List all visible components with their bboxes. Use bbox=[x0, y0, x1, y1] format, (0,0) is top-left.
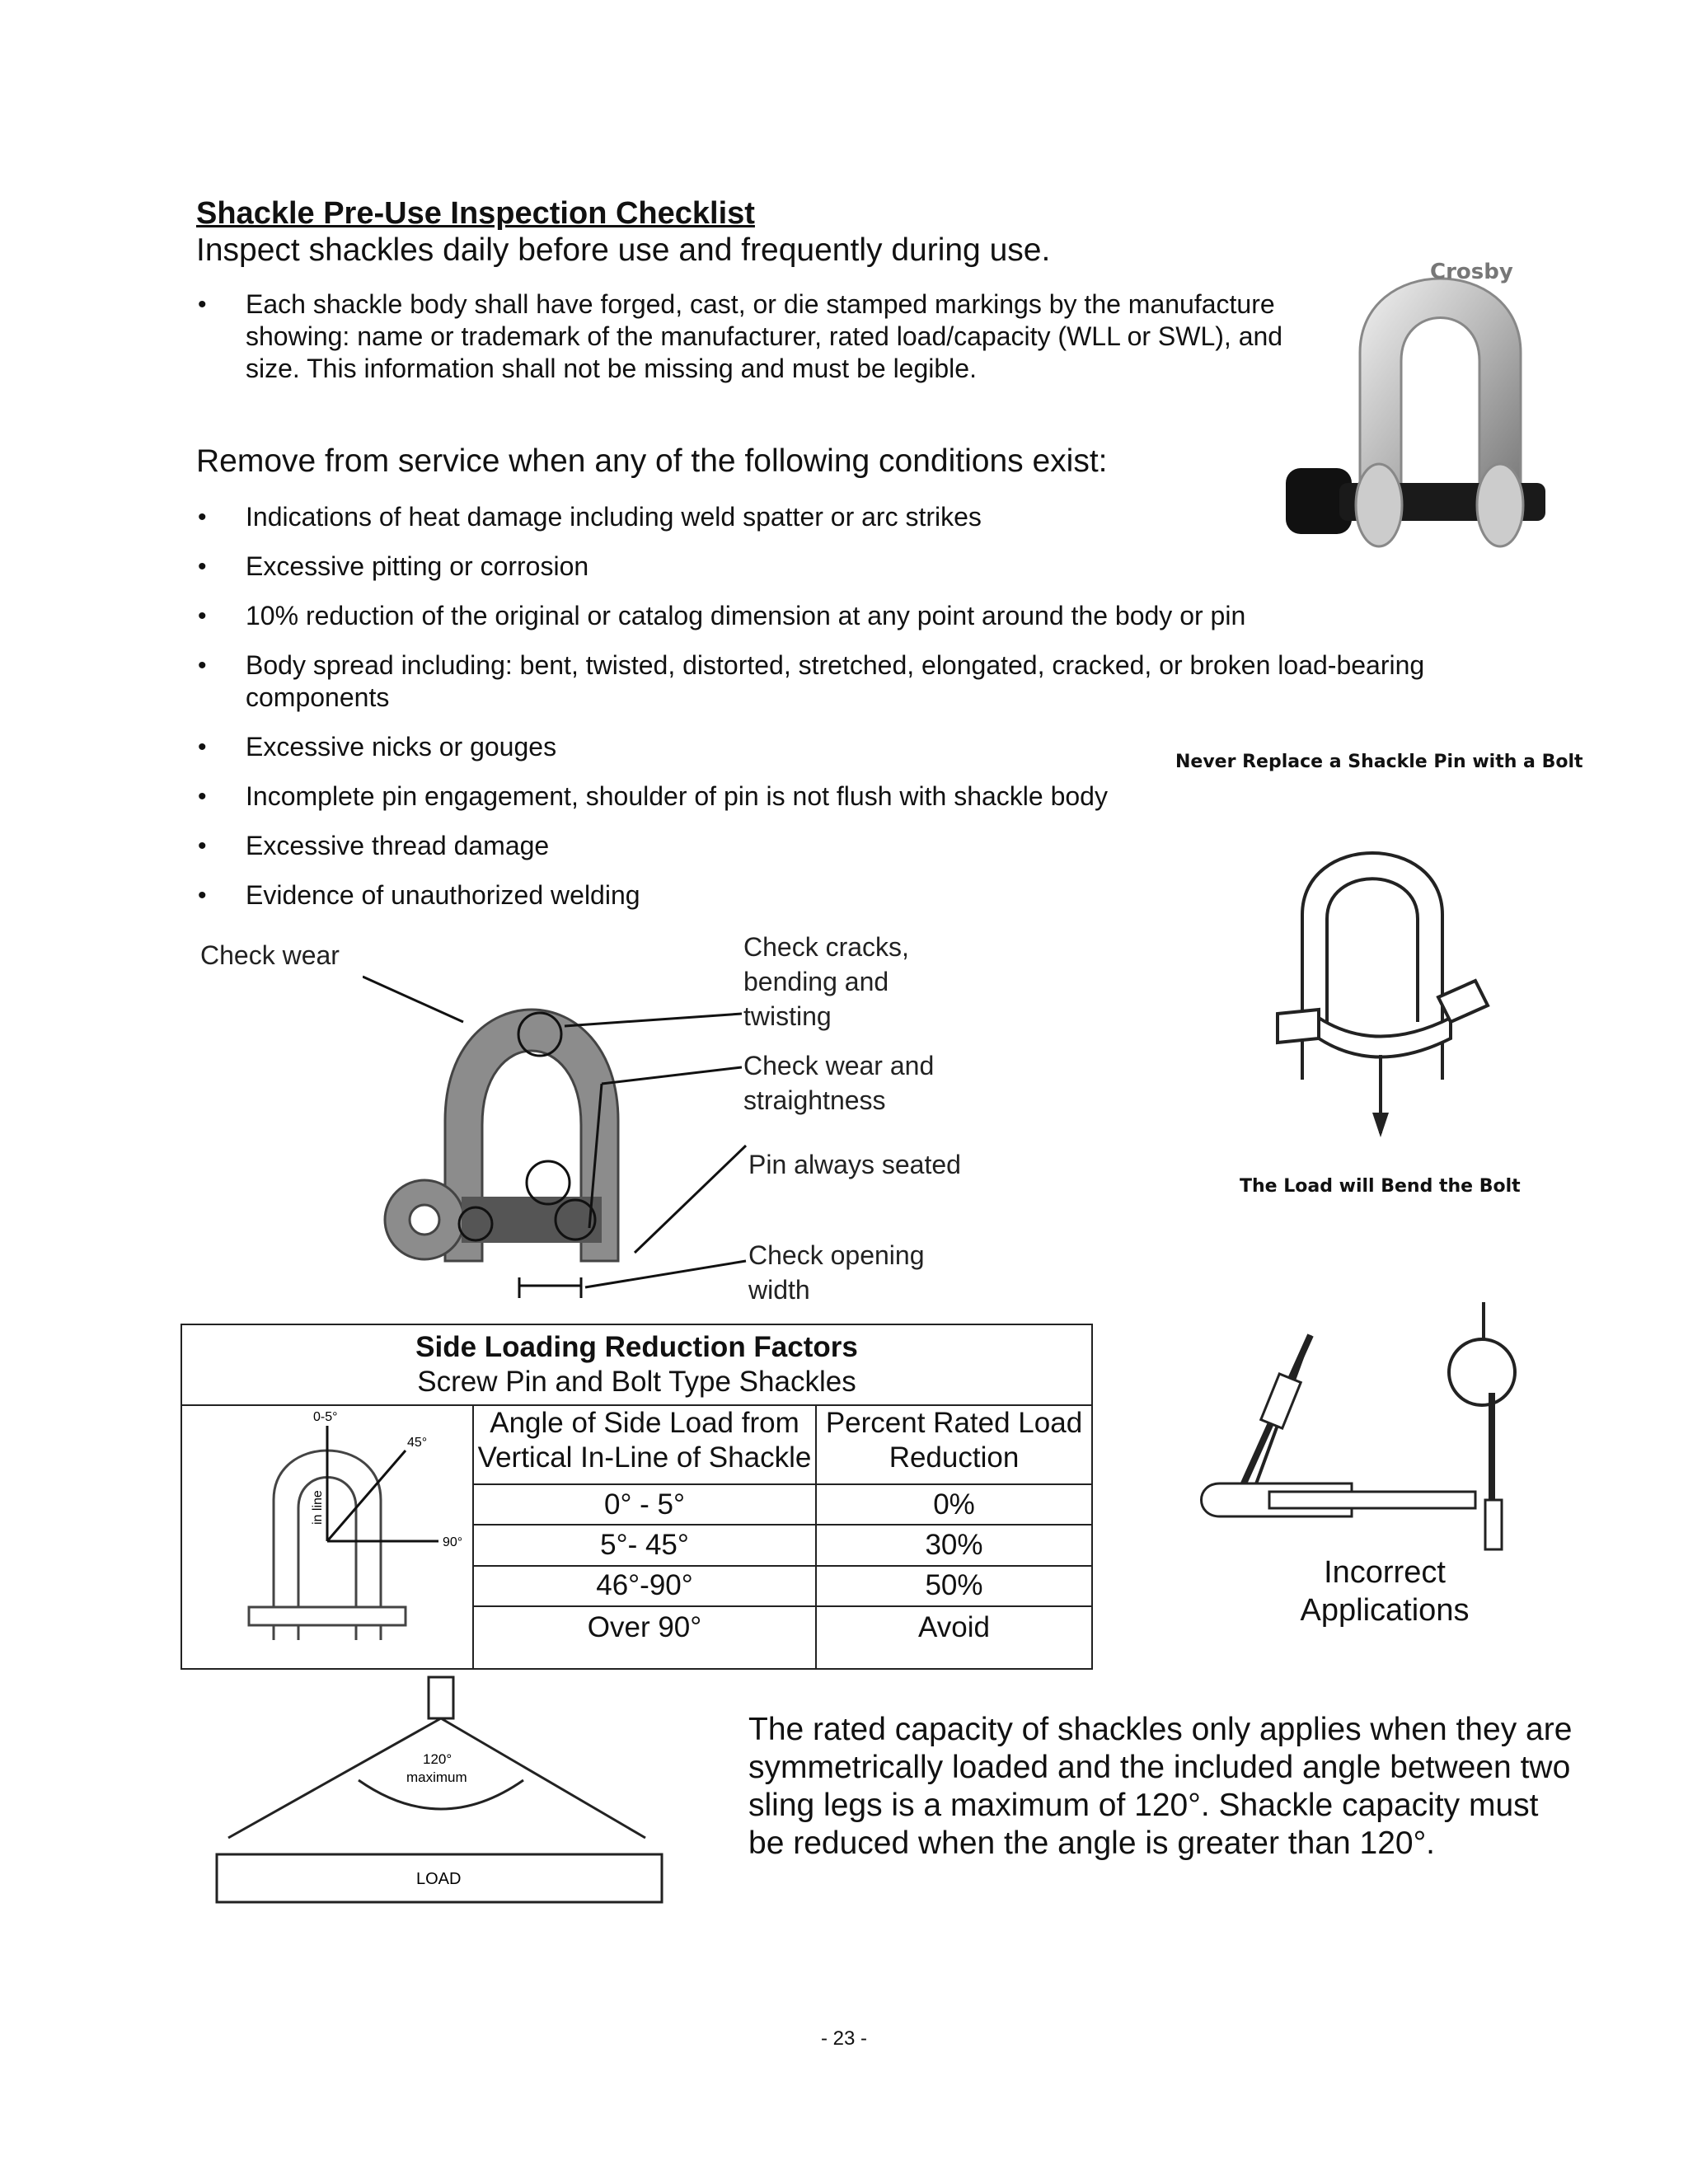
diagram-label: 0-5° bbox=[313, 1410, 338, 1424]
list-item: • Excessive nicks or gouges bbox=[198, 731, 1484, 763]
table-cell: 0° - 5° bbox=[473, 1484, 816, 1525]
label-check-wear: Check wear bbox=[200, 940, 340, 970]
list-item: • Incomplete pin engagement, shoulder of pin is not flush with shackle body bbox=[198, 780, 1484, 813]
list-item: • Each shackle body shall have forged, cast, or die stamped markings by the manufacture showing: name or trademark of the manufacturer, rated load/capacity (WLL or SWL), and size. This information shall not be missing and must be legible. bbox=[198, 288, 1302, 385]
label-pin-seated: Pin always seated bbox=[748, 1150, 961, 1179]
photo-stamp: Crosby bbox=[1430, 260, 1513, 284]
label-line: Incorrect bbox=[1324, 1555, 1446, 1590]
page-number: - 23 - bbox=[820, 2027, 867, 2050]
page-title: Shackle Pre-Use Inspection Checklist bbox=[196, 196, 755, 231]
incorrect-applications-figure bbox=[1187, 1294, 1550, 1566]
list-item: • Excessive thread damage bbox=[198, 830, 1484, 862]
table-cell: 0% bbox=[816, 1484, 1092, 1525]
label-check-cracks-line: twisting bbox=[743, 1001, 832, 1031]
table-cell: Avoid bbox=[816, 1606, 1092, 1669]
list-item: • Body spread including: bent, twisted, distorted, stretched, elongated, cracked, or broken load-bearing components bbox=[198, 649, 1482, 714]
table-subtitle: Screw Pin and Bolt Type Shackles bbox=[417, 1366, 856, 1398]
label-check-cracks-line: Check cracks, bbox=[743, 932, 909, 962]
bolt-caption-top: Never Replace a Shackle Pin with a Bolt bbox=[1175, 752, 1583, 772]
label-check-opening bbox=[748, 1238, 924, 1307]
col-header-angle: Angle of Side Load from Vertical In-Line of Shackle bbox=[473, 1405, 816, 1484]
angle-label: 120° bbox=[423, 1751, 452, 1767]
table-cell: 50% bbox=[816, 1566, 1092, 1606]
label-check-cracks bbox=[743, 930, 909, 1033]
callout-arrows bbox=[363, 948, 758, 1310]
label-line: width bbox=[748, 1275, 810, 1305]
capacity-paragraph: The rated capacity of shackles only applies when they are symmetrically loaded and the included angle between two sling legs is a maximum of 120°. Shackle capacity must be reduced when the angle is greater than 120°. bbox=[748, 1712, 1573, 1861]
checklist-subtitle: Inspect shackles daily before use and frequently during use. bbox=[196, 232, 1051, 268]
label-line: Applications bbox=[1300, 1593, 1470, 1628]
list-item: • Excessive pitting or corrosion bbox=[198, 551, 1484, 583]
diagram-label: 45° bbox=[407, 1436, 428, 1450]
sling-angle-diagram bbox=[210, 1673, 672, 1912]
incorrect-applications-label bbox=[1286, 1554, 1484, 1629]
label-line: Check wear and bbox=[743, 1051, 935, 1080]
diagram-label: in line bbox=[311, 1490, 325, 1525]
bolt-shackle-figure bbox=[1253, 816, 1492, 1146]
label-line: straightness bbox=[743, 1085, 886, 1115]
marking-list bbox=[198, 288, 1302, 385]
table-cell: 30% bbox=[816, 1525, 1092, 1565]
remove-heading: Remove from service when any of the following conditions exist: bbox=[196, 443, 1108, 479]
col-header-reduction: Percent Rated Load Reduction bbox=[816, 1405, 1092, 1484]
bolt-caption-bottom: The Load will Bend the Bolt bbox=[1240, 1176, 1521, 1197]
label-line: Check opening bbox=[748, 1240, 925, 1270]
load-label: LOAD bbox=[416, 1870, 462, 1888]
label-check-cracks-line: bending and bbox=[743, 967, 889, 996]
list-item: • 10% reduction of the original or catalog dimension at any point around the body or pin bbox=[198, 600, 1484, 632]
side-load-angle-diagram bbox=[191, 1409, 463, 1657]
list-item: • Indications of heat damage including weld spatter or arc strikes bbox=[198, 501, 1484, 533]
side-loading-table bbox=[181, 1324, 1093, 1670]
angle-note: maximum bbox=[406, 1769, 467, 1785]
table-cell: Over 90° bbox=[473, 1606, 816, 1669]
list-item: • Evidence of unauthorized welding bbox=[198, 879, 1484, 912]
table-cell: 5°- 45° bbox=[473, 1525, 816, 1565]
table-cell: 46°-90° bbox=[473, 1566, 816, 1606]
diagram-label: 90° bbox=[443, 1535, 463, 1549]
label-check-wear-straightness bbox=[743, 1048, 934, 1118]
table-title: Side Loading Reduction Factors bbox=[415, 1331, 858, 1363]
